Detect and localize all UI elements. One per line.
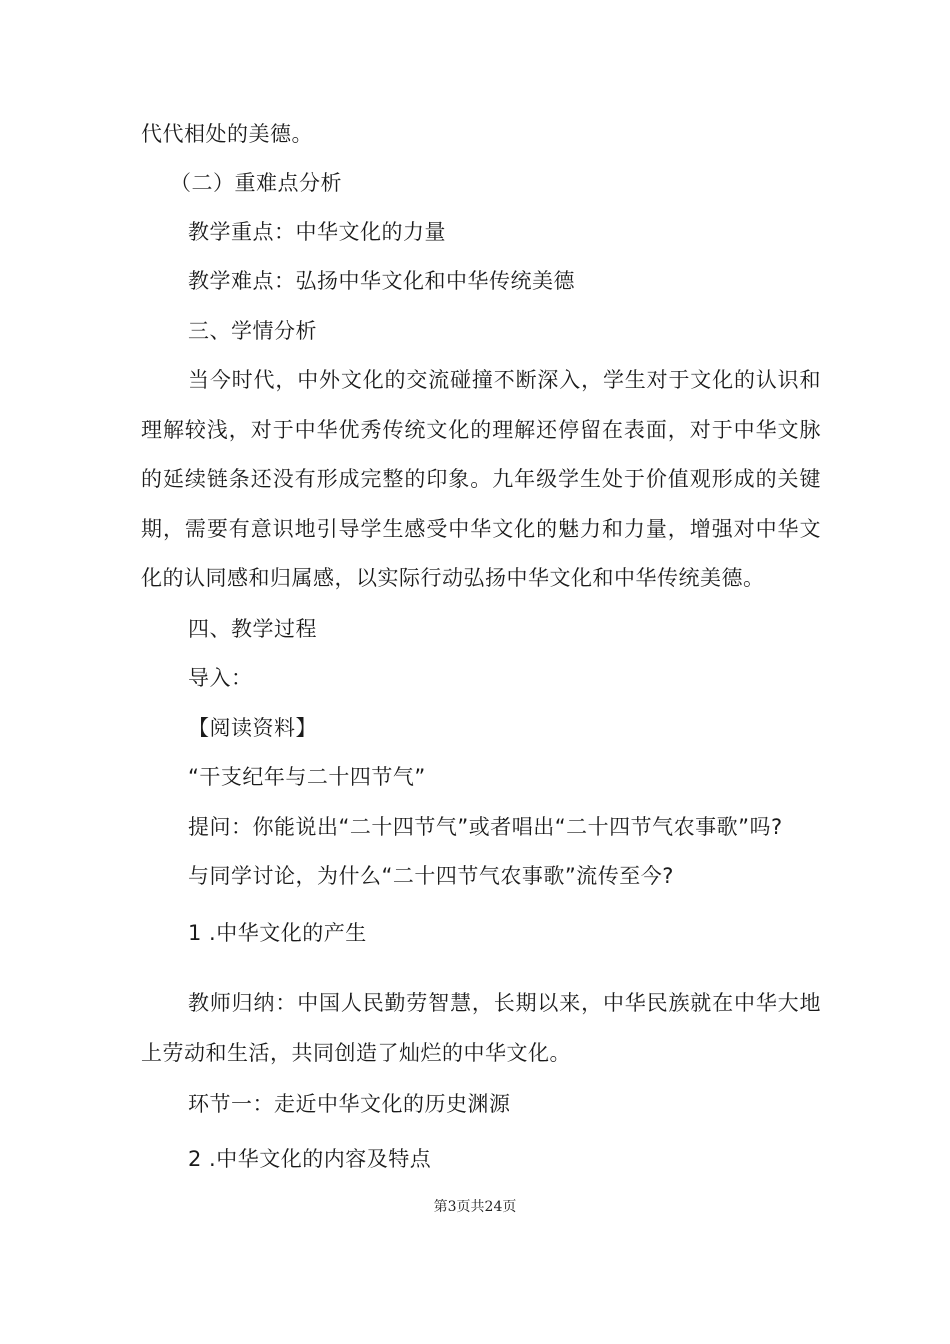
page-footer: 第3页共24页 xyxy=(433,1199,517,1215)
numbered-heading: 1 .中华文化的产生 xyxy=(188,921,367,945)
text-line: “干支纪年与二十四节气” xyxy=(188,765,426,789)
numbered-heading: 2 .中华文化的内容及特点 xyxy=(188,1147,432,1171)
text-line: 环节一：走近中华文化的历史渊源 xyxy=(188,1092,511,1116)
text-line: 导入： xyxy=(188,666,253,690)
text-line: 与同学讨论，为什么“二十四节气农事歌”流传至今? xyxy=(188,864,674,888)
section-heading: 三、学情分析 xyxy=(188,319,317,343)
text-line: 教学难点：弘扬中华文化和中华传统美德 xyxy=(188,269,575,293)
paragraph: 当今时代，中外文化的交流碰撞不断深入，学生对于文化的认识和理解较浅，对于中华优秀传统文化的理解还停留在表面，对于中华文脉的延续链条还没有形成完整的印象。九年级学生处于价值观形成的关键期，需要有意识地引导学生感受中华文化的魅力和力量，增强对中华文化的认同感和归属感，以实际行动弘扬中华文化和中华传统美德。 xyxy=(141,368,821,590)
section-heading: （二）重难点分析 xyxy=(170,171,342,195)
paragraph: 教师归纳：中国人民勤劳智慧，长期以来，中华民族就在中华大地上劳动和生活，共同创造了灿烂的中华文化。 xyxy=(141,991,821,1065)
text-line: 【阅读资料】 xyxy=(188,716,317,740)
text-line: 提问：你能说出“二十四节气”或者唱出“二十四节气农事歌”吗? xyxy=(188,815,783,839)
section-heading: 四、教学过程 xyxy=(188,617,317,641)
text-line: 教学重点：中华文化的力量 xyxy=(188,220,446,244)
text-line: 代代相处的美德。 xyxy=(141,122,313,146)
